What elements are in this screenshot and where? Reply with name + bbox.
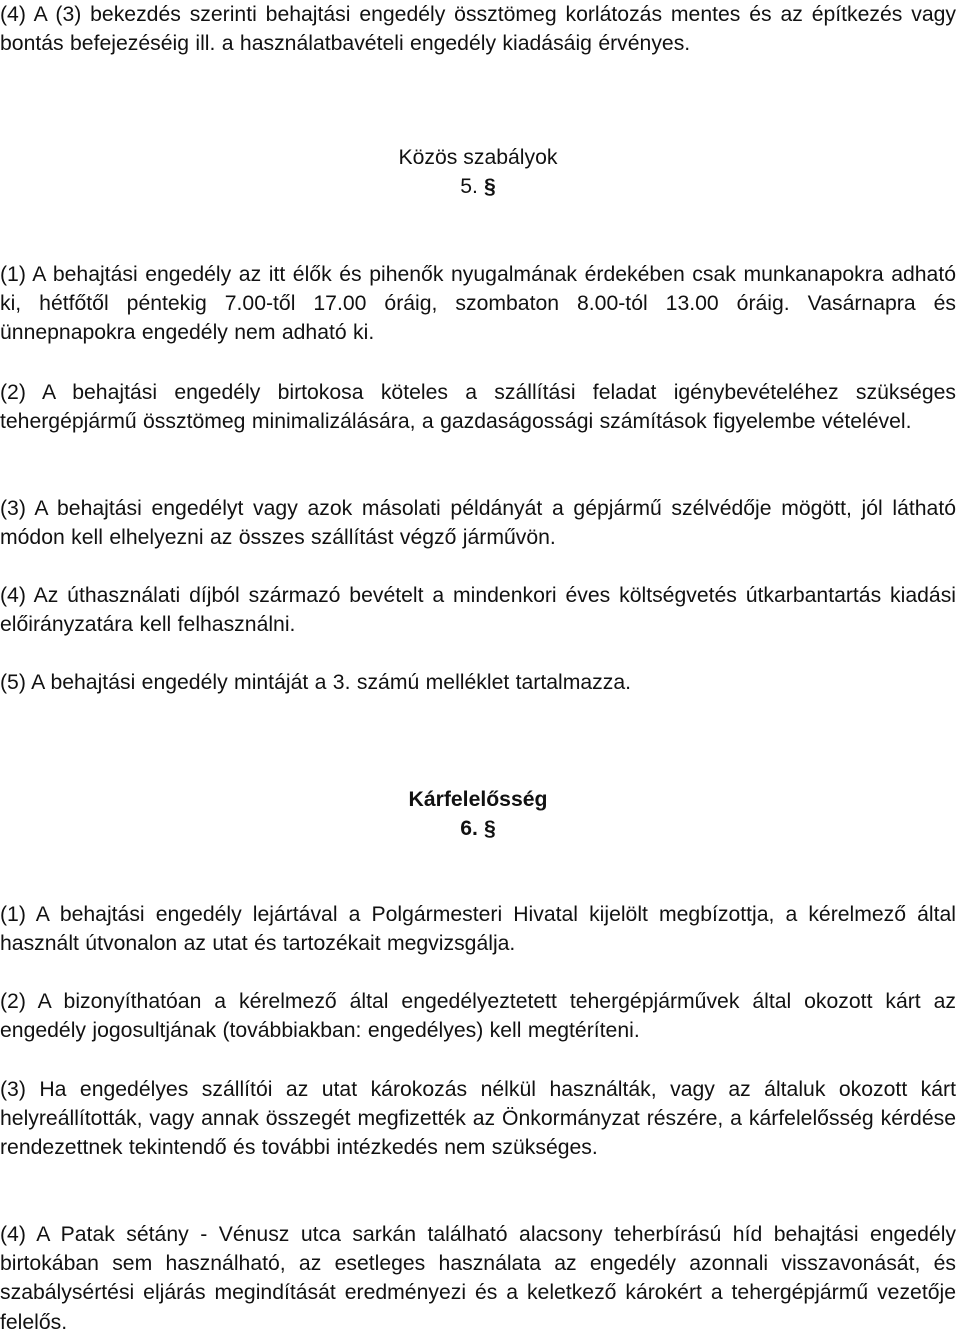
section-6-heading <box>0 785 956 843</box>
section-5-number: 5. <box>460 175 478 198</box>
section-6-paragraph-4: (4) A Patak sétány - Vénusz utca sarkán található alacsony teherbírású híd behajtási engedély birtokában sem használható, az esetleges használata az engedély azonnali visszavonását, és szabálysértési eljárás megindítását eredményezi és a keletkező károkért a tehergépjármű vezetője felelős. <box>0 1223 956 1334</box>
section-5-paragraph-1: (1) A behajtási engedély az itt élők és pihenők nyugalmának érdekében csak munkanapokra adható ki, hétfőtől péntekig 7.00-től 17.00 óráig, szombaton 8.00-tól 13.00 óráig. Vasárnapra és ünnepnapokra engedély nem adható ki. <box>0 263 956 345</box>
section-symbol-icon: § <box>483 817 496 840</box>
section-6-number: 6. <box>460 817 478 840</box>
section-5-paragraph-4: (4) Az úthasználati díjból származó bevételt a mindenkori éves költségvetés útkarbantartás kiadási előirányzatára kell felhasználni. <box>0 584 956 637</box>
paragraph-4-validity: (4) A (3) bekezdés szerinti behajtási engedély össztömeg korlátozás mentes és az építkezés vagy bontás befejezéséig ill. a használatbavételi engedély kiadásáig érvényes. <box>0 3 956 56</box>
section-5-title: Közös szabályok <box>398 146 558 169</box>
section-5-paragraph-5: (5) A behajtási engedély mintáját a 3. számú melléklet tartalmazza. <box>0 671 632 694</box>
section-5-paragraph-2: (2) A behajtási engedély birtokosa köteles a szállítási feladat igénybevételéhez szükséges tehergépjármű össztömeg minimalizálására, a gazdaságossági számítások figyelembe vételével. <box>0 381 956 434</box>
section-5-heading <box>0 143 956 201</box>
section-6-paragraph-3: (3) Ha engedélyes szállítói az utat károkozás nélkül használták, vagy az általuk okozott kárt helyreállították, vagy annak összegét megfizették az Önkormányzat részére, a kárfelelősség kérdése rendezettnek tekintendő és további intézkedés nem szükséges. <box>0 1078 956 1160</box>
section-6-title: Kárfelelősség <box>408 788 548 811</box>
section-6-paragraph-2: (2) A bizonyíthatóan a kérelmező által engedélyeztetett tehergépjárművek által okozott kárt az engedély jogosultjának (továbbiakban: engedélyes) kell megtéríteni. <box>0 990 956 1043</box>
section-6-paragraph-1: (1) A behajtási engedély lejártával a Polgármesteri Hivatal kijelölt megbízottja, a kérelmező által használt útvonalon az utat és tartozékait megvizsgálja. <box>0 903 956 956</box>
section-5-paragraph-3: (3) A behajtási engedélyt vagy azok másolati példányát a gépjármű szélvédője mögött, jól látható módon kell elhelyezni az összes szállítást végző járművön. <box>0 497 956 550</box>
section-5-number-line <box>0 172 956 201</box>
section-6-number-line <box>0 814 956 843</box>
section-symbol-icon: § <box>483 175 496 198</box>
